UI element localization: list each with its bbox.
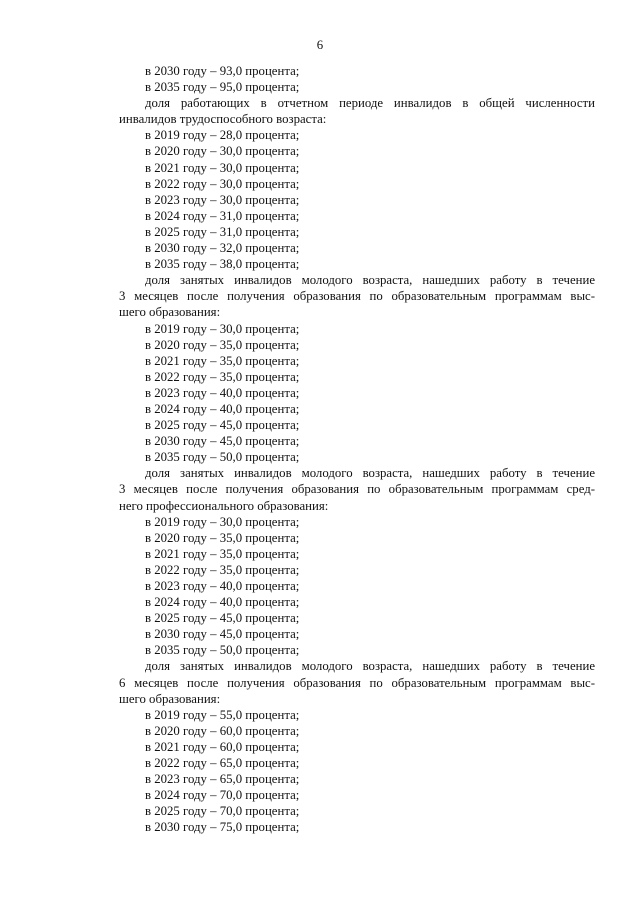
list-item: в 2030 году – 32,0 процента; bbox=[145, 241, 300, 256]
document-body bbox=[119, 63, 595, 836]
list-item: в 2025 году – 70,0 процента; bbox=[145, 804, 300, 819]
list-item: в 2020 году – 35,0 процента; bbox=[145, 530, 300, 545]
list-item: в 2035 году – 38,0 процента; bbox=[145, 257, 300, 272]
list-item: в 2021 году – 60,0 процента; bbox=[145, 739, 300, 754]
list-item: в 2020 году – 35,0 процента; bbox=[145, 337, 300, 352]
list-item: в 2021 году – 35,0 процента; bbox=[145, 353, 300, 368]
list-item: в 2019 году – 55,0 процента; bbox=[145, 707, 300, 722]
list-item: в 2022 году – 30,0 процента; bbox=[145, 176, 300, 191]
list-item: в 2030 году – 45,0 процента; bbox=[145, 434, 300, 449]
list-item: в 2025 году – 45,0 процента; bbox=[145, 611, 300, 626]
paragraph-line: доля работающих в отчетном периоде инвалидов в общей численности bbox=[145, 96, 595, 111]
list-item: в 2025 году – 45,0 процента; bbox=[145, 418, 300, 433]
list-item: в 2023 году – 40,0 процента; bbox=[145, 385, 300, 400]
list-item: в 2020 году – 30,0 процента; bbox=[145, 144, 300, 159]
paragraph-line: шего образования: bbox=[119, 691, 221, 706]
paragraph-line: 6 месяцев после получения образования по образовательным программам выс- bbox=[119, 675, 595, 690]
list-item: в 2035 году – 50,0 процента; bbox=[145, 450, 300, 465]
list-item: в 2022 году – 35,0 процента; bbox=[145, 369, 300, 384]
list-item: в 2023 году – 65,0 процента; bbox=[145, 772, 300, 787]
paragraph-line: инвалидов трудоспособного возраста: bbox=[119, 112, 327, 127]
list-item: в 2024 году – 40,0 процента; bbox=[145, 401, 300, 416]
paragraph-line: 3 месяцев после получения образования по образовательным программам выс- bbox=[119, 289, 595, 304]
list-item: в 2024 году – 40,0 процента; bbox=[145, 595, 300, 610]
list-item: в 2021 году – 35,0 процента; bbox=[145, 546, 300, 561]
paragraph-line: него профессионального образования: bbox=[119, 498, 329, 513]
list-item: в 2020 году – 60,0 процента; bbox=[145, 723, 300, 738]
paragraph-line: доля занятых инвалидов молодого возраста, нашедших работу в течение bbox=[145, 659, 595, 674]
list-item: в 2022 году – 35,0 процента; bbox=[145, 562, 300, 577]
paragraph-line: 3 месяцев после получения образования по образовательным программам сред- bbox=[119, 482, 595, 497]
list-item: в 2024 году – 31,0 процента; bbox=[145, 208, 300, 223]
list-item: в 2022 году – 65,0 процента; bbox=[145, 756, 300, 771]
paragraph-line: шего образования: bbox=[119, 305, 221, 320]
list-item: в 2035 году – 50,0 процента; bbox=[145, 643, 300, 658]
list-item: в 2023 году – 40,0 процента; bbox=[145, 579, 300, 593]
paragraph-line: доля занятых инвалидов молодого возраста, нашедших работу в течение bbox=[145, 273, 595, 288]
list-item: в 2021 году – 30,0 процента; bbox=[145, 160, 300, 175]
list-item: в 2030 году – 93,0 процента; bbox=[145, 64, 300, 78]
paragraph-line: доля занятых инвалидов молодого возраста, нашедших работу в течение bbox=[145, 466, 595, 481]
page-number: 6 bbox=[316, 38, 324, 52]
list-item: в 2023 году – 30,0 процента; bbox=[145, 192, 300, 207]
list-item: в 2035 году – 95,0 процента; bbox=[145, 80, 300, 95]
list-item: в 2019 году – 28,0 процента; bbox=[145, 128, 300, 143]
list-item: в 2030 году – 45,0 процента; bbox=[145, 627, 300, 642]
list-item: в 2019 году – 30,0 процента; bbox=[145, 514, 300, 529]
list-item: в 2024 году – 70,0 процента; bbox=[145, 788, 300, 803]
list-item: в 2025 году – 31,0 процента; bbox=[145, 224, 300, 239]
list-item: в 2019 году – 30,0 процента; bbox=[145, 321, 300, 336]
list-item: в 2030 году – 75,0 процента; bbox=[145, 820, 300, 835]
